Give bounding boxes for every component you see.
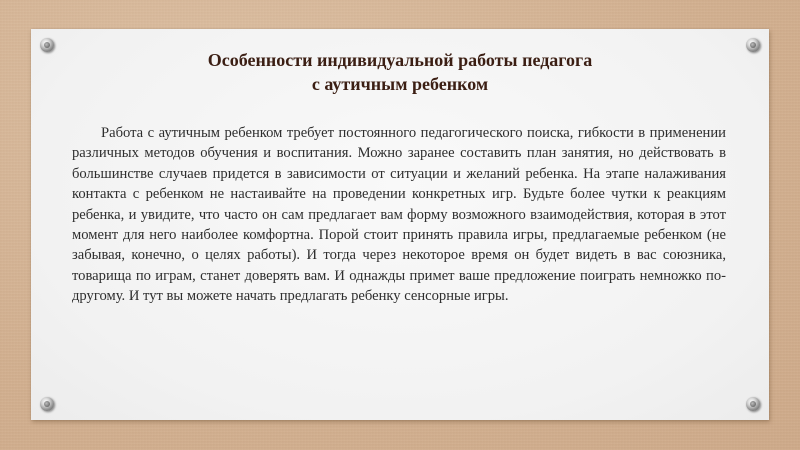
pushpin-icon (40, 397, 54, 411)
pushpin-icon (746, 397, 760, 411)
slide-body-paragraph: Работа с аутичным ребенком требует постоянного педагогического поиска, гибкости в применении различных методов обучения и воспитания. Можно заранее составить план занятия, но действовать в большинстве случаев придется в зависимости от ситуации и желаний ребенка. На этапе налаживания контакта с ребенком не настаивайте на проведении конкретных игр. Будьте более чутки к реакциям ребенка, и увидите, что часто он сам предлагает вам форму возможного взаимодействия, которая в этот момент для него наиболее комфортна. Порой стоит принять правила игры, предлагаемые ребенком (не забывая, конечно, о целях работы). И тогда через некоторое время он будет видеть в вас союзника, товарища по играм, станет доверять вам. И однажды примет ваше предложение поиграть немножко по-другому. И тут вы можете начать предлагать ребенку сенсорные игры. (72, 125, 726, 305)
pushpin-icon (40, 38, 54, 52)
slide-title-line-1: Особенности индивидуальной работы педагога (207, 50, 593, 70)
pushpin-icon (746, 38, 760, 52)
slide-title (100, 48, 700, 96)
slide-title-line-2: с аутичным ребенком (311, 74, 489, 94)
